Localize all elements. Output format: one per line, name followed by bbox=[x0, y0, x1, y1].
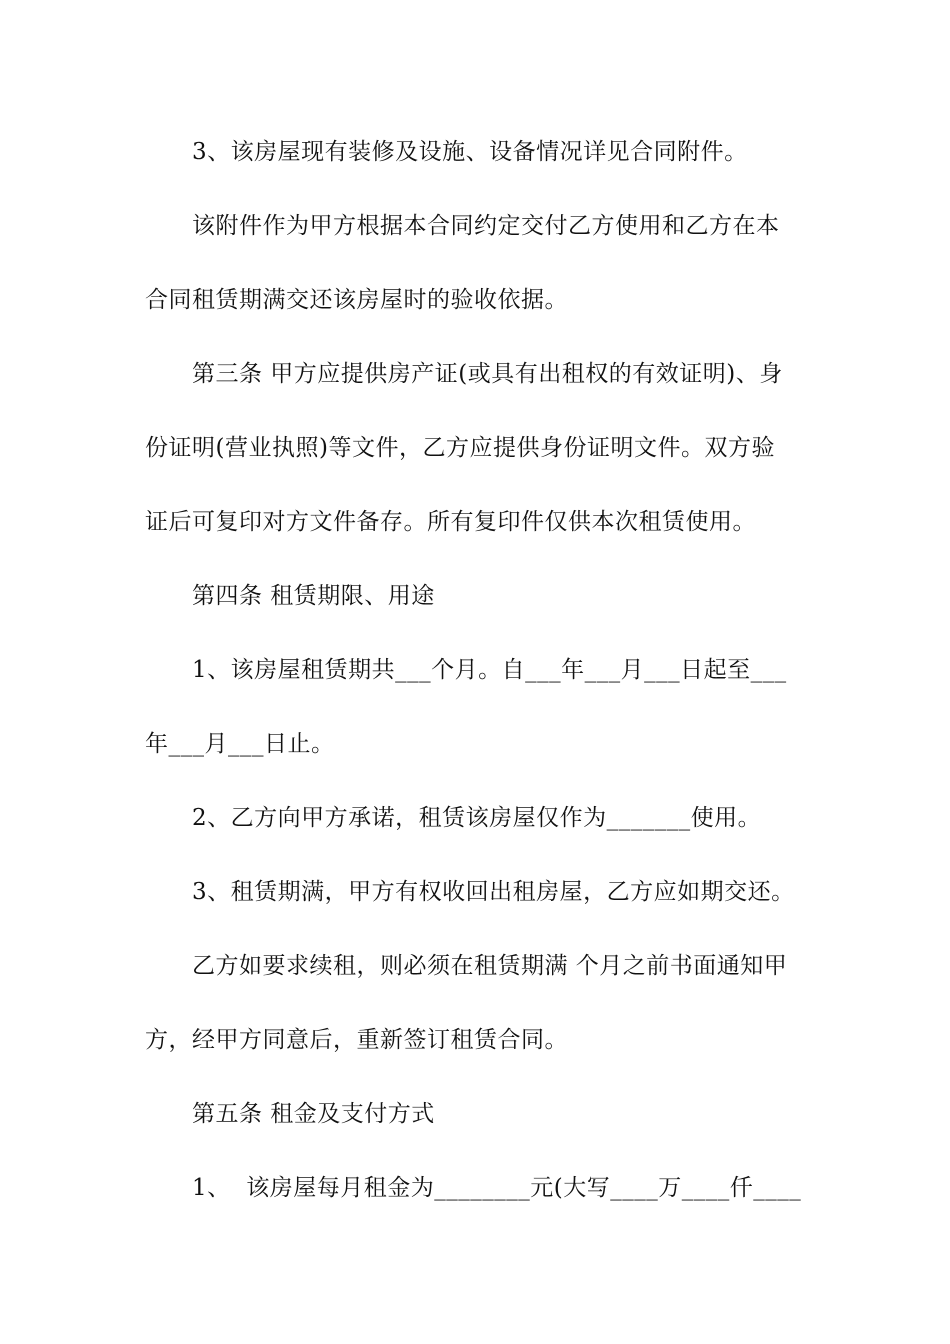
clause-line: 乙方如要求续租，则必须在租赁期满 个月之前书面通知甲 bbox=[192, 953, 788, 979]
clause-line: 合同租赁期满交还该房屋时的验收依据。 bbox=[145, 287, 568, 313]
article-heading: 第五条 租金及支付方式 bbox=[192, 1101, 435, 1127]
clause-line: 方，经甲方同意后，重新签订租赁合同。 bbox=[145, 1027, 568, 1053]
clause-line: 1、 该房屋每月租金为________元(大写____万____仟____ bbox=[192, 1175, 802, 1201]
article-heading: 第四条 租赁期限、用途 bbox=[192, 583, 435, 609]
clause-line: 3、租赁期满，甲方有权收回出租房屋，乙方应如期交还。 bbox=[192, 879, 795, 905]
clause-line: 3、该房屋现有装修及设施、设备情况详见合同附件。 bbox=[192, 139, 748, 165]
clause-line: 证后可复印对方文件备存。所有复印件仅供本次租赁使用。 bbox=[145, 509, 756, 535]
article-heading: 第三条 甲方应提供房产证(或具有出租权的有效证明)、身 bbox=[192, 361, 783, 387]
clause-line: 该附件作为甲方根据本合同约定交付乙方使用和乙方在本 bbox=[192, 213, 780, 239]
clause-line: 2、乙方向甲方承诺，租赁该房屋仅作为_______使用。 bbox=[192, 805, 762, 831]
clause-line: 年___月___日止。 bbox=[145, 731, 335, 757]
clause-line: 份证明(营业执照)等文件，乙方应提供身份证明文件。双方验 bbox=[145, 435, 775, 461]
clause-line: 1、该房屋租赁期共___个月。自___年___月___日起至___ bbox=[192, 657, 787, 683]
